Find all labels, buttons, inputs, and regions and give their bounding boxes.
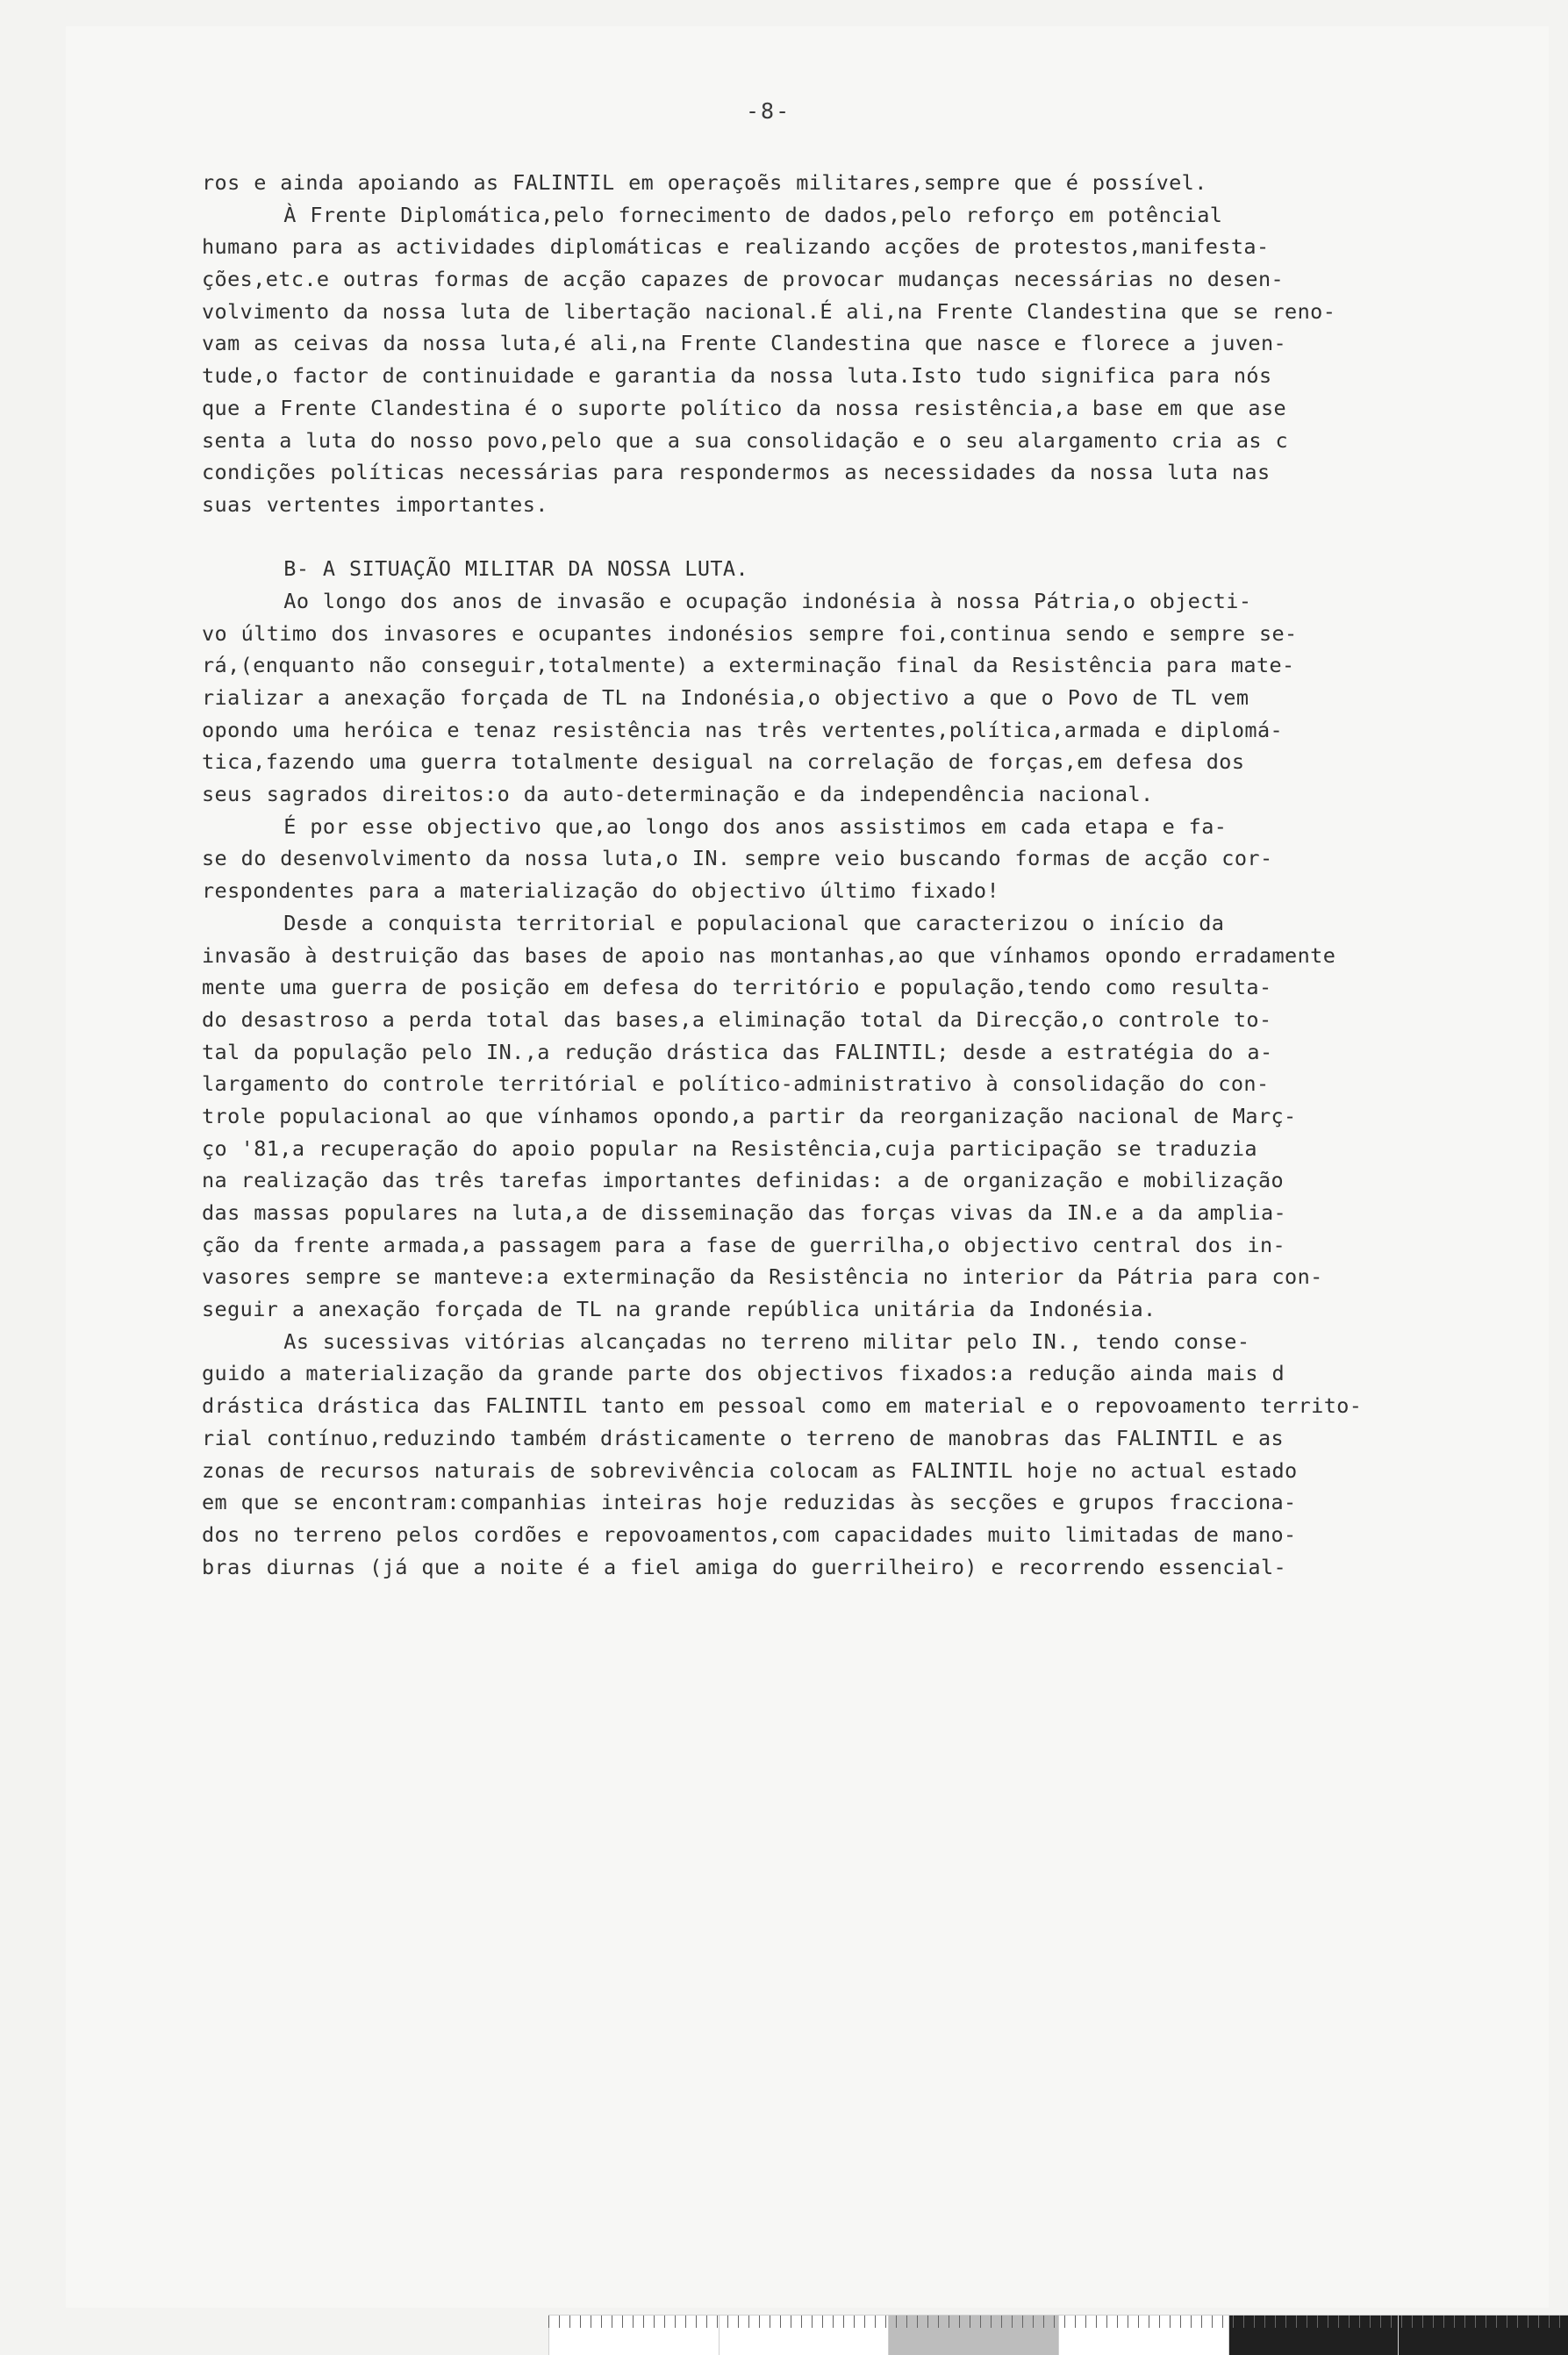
text-line: Ao longo dos anos de invasão e ocupação indonésia à nossa Pátria,o objecti- [202,588,1252,613]
text-line: vasores sempre se manteve:a exterminação da Resistência no interior da Pátria para con- [202,1264,1323,1290]
text-line: humano para as actividades diplomáticas e realizando acções de protestos,manifesta- [202,234,1270,260]
scale-ruler [548,2315,1568,2355]
text-line: seus sagrados direitos:o da auto-determinação e da independência nacional. [202,782,1154,807]
text-line: seguir a anexação forçada de TL na grande república unitária da Indonésia. [202,1297,1156,1322]
text-line: ço '81,a recuperação do apoio popular na Resistência,cuja participação se traduzia [202,1135,1257,1161]
ruler-ticks [548,2316,1568,2328]
text-line: ros e ainda apoiando as FALINTIL em operaçoẽs militares,sempre que é possível. [202,170,1207,195]
text-line: As sucessivas vitórias alcançadas no terreno militar pelo IN., tendo conse- [202,1328,1250,1354]
text-line: se do desenvolvimento da nossa luta,o IN. sempre veio buscando formas de acção cor- [202,846,1273,871]
text-line: vo último dos invasores e ocupantes indonésios sempre foi,continua sendo e sempre se- [202,620,1298,646]
page-number: -8- [746,98,791,124]
text-line: do desastroso a perda total das bases,a eliminação total da Direcção,o controle to- [202,1006,1272,1032]
text-line: rial contínuo,reduzindo também drásticamente o terreno de manobras das FALINTIL e as [202,1425,1285,1450]
text-line: largamento do controle territórial e político-administrativo à consolidação do con- [202,1071,1270,1097]
text-line: bras diurnas (já que a noite é a fiel amiga do guerrilheiro) e recorrendo essencial- [202,1554,1287,1579]
text-line: B- A SITUAÇÃO MILITAR DA NOSSA LUTA. [202,556,749,582]
text-line: dos no terreno pelos cordões e repovoamentos,com capacidades muito limitadas de mano- [202,1521,1297,1547]
text-line: opondo uma heróica e tenaz resistência nas três vertentes,política,armada e diplomá- [202,717,1284,742]
text-line: rá,(enquanto não conseguir,totalmente) a exterminação final da Resistência para mate- [202,653,1295,678]
text-line: em que se encontram:companhias inteiras hoje reduzidas às secções e grupos fracciona- [202,1490,1297,1515]
text-line: ções,etc.e outras formas de acção capazes de provocar mudanças necessárias no desen- [202,267,1285,292]
text-line: mente uma guerra de posição em defesa do território e população,tendo como resulta- [202,975,1272,1000]
text-line: tude,o factor de continuidade e garantia da nossa luta.Isto tudo significa para nós [202,363,1272,389]
text-line: senta a luta do nosso povo,pelo que a sua consolidação e o seu alargamento cria as c [202,427,1289,453]
text-line: ção da frente armada,a passagem para a fase de guerrilha,o objectivo central dos in- [202,1232,1286,1257]
text-line [202,521,1492,554]
text-line: vam as ceivas da nossa luta,é ali,na Frente Clandestina que nasce e florece a juven- [202,331,1287,356]
text-line: Desde a conquista territorial e populacional que caracterizou o início da [202,910,1225,935]
text-line: rializar a anexação forçada de TL na Indonésia,o objectivo a que o Povo de TL vem [202,685,1249,710]
text-line: guido a materialização da grande parte dos objectivos fixados:a redução ainda mais d [202,1361,1285,1386]
text-line: das massas populares na luta,a de disseminação das forças vivas da IN.e a da amplia- [202,1200,1287,1225]
text-line: zonas de recursos naturais de sobrevivência colocam as FALINTIL hoje no actual estado [202,1457,1298,1483]
text-line: tal da população pelo IN.,a redução drástica das FALINTIL; desde a estratégia do a- [202,1039,1273,1064]
text-line: respondentes para a materialização do objectivo último fixado! [202,878,999,904]
text-line: drástica drástica das FALINTIL tanto em pessoal como em material e o repovoamento territo- [202,1393,1363,1419]
text-line: volvimento da nossa luta de libertação nacional.É ali,na Frente Clandestina que se reno- [202,298,1336,324]
text-line: que a Frente Clandestina é o suporte político da nossa resistência,a base em que ase [202,395,1287,420]
text-line: condições políticas necessárias para respondermos as necessidades da nossa luta nas [202,460,1271,485]
text-line: suas vertentes importantes. [202,491,548,517]
text-line: invasão à destruição das bases de apoio nas montanhas,ao que vínhamos opondo erradamente [202,942,1336,968]
text-line: trole populacional ao que vínhamos opondo,a partir da reorganização nacional de Març- [202,1103,1297,1128]
text-line: tica,fazendo uma guerra totalmente desigual na correlação de forças,em defesa dos [202,749,1245,775]
text-line: É por esse objectivo que,ao longo dos anos assistimos em cada etapa e fa- [202,813,1228,839]
text-line: na realização das três tarefas importantes definidas: a de organização e mobilização [202,1168,1285,1193]
document-body [202,167,1492,1583]
text-line: À Frente Diplomática,pelo fornecimento de dados,pelo reforço em potêncial [202,202,1223,227]
